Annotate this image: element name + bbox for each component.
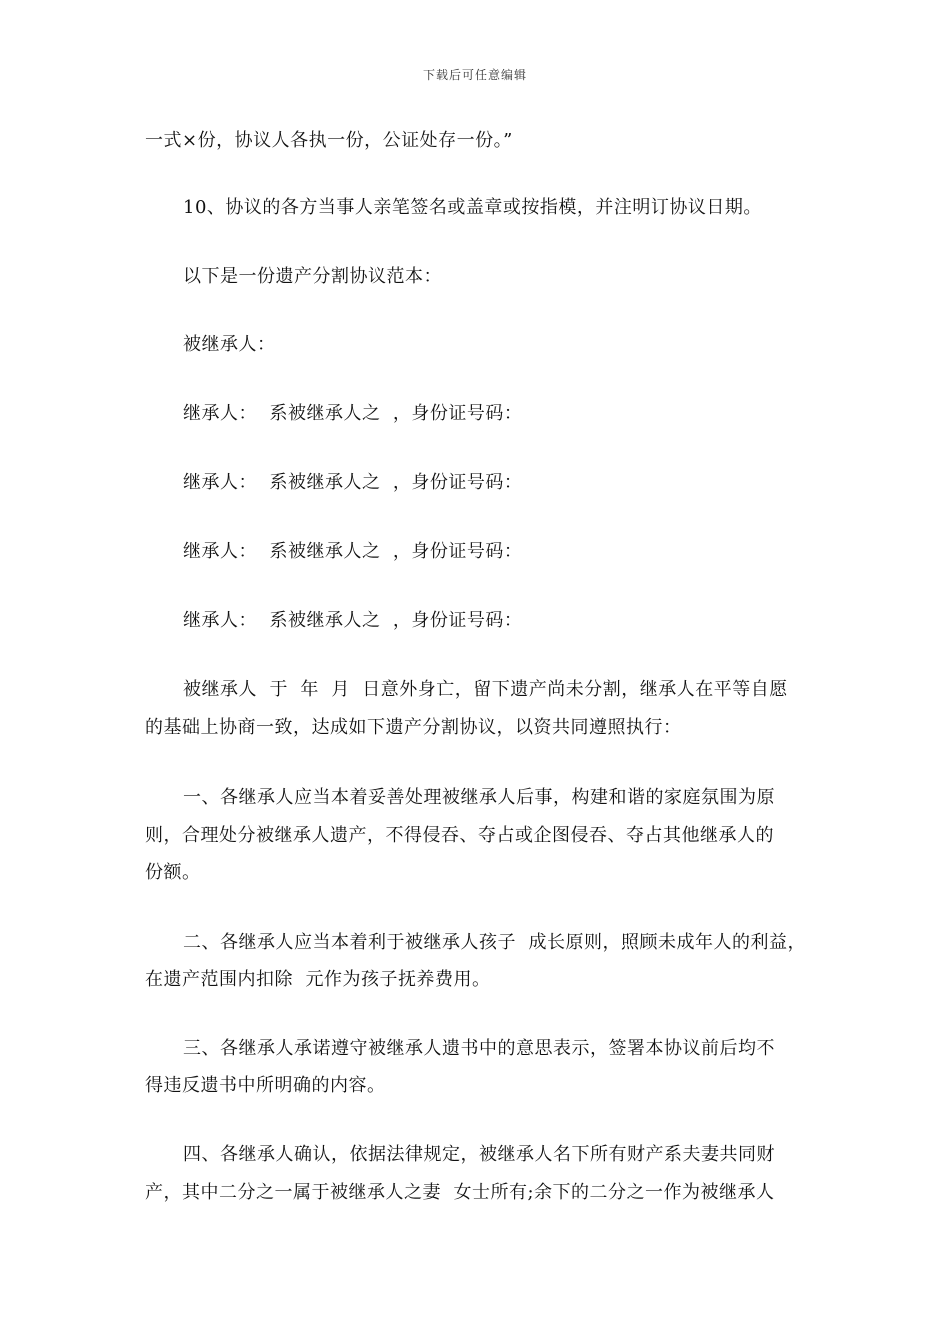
- field-heir-3: 继承人： 系被继承人之 ，身份证号码：: [183, 541, 523, 562]
- paragraph-line: 三、各继承人承诺遵守被继承人遗书中的意思表示，签署本协议前后均不: [183, 1038, 775, 1059]
- paragraph-line: 则，合理处分被继承人遗产，不得侵吞、夺占或企图侵吞、夺占其他继承人的: [145, 825, 774, 846]
- field-decedent: 被继承人：: [183, 334, 276, 355]
- paragraph-line: 四、各继承人确认，依据法律规定，被继承人名下所有财产系夫妻共同财: [183, 1144, 775, 1165]
- paragraph-line: 份额。: [145, 862, 201, 883]
- paragraph-line: 的基础上协商一致，达成如下遗产分割协议，以资共同遵照执行：: [145, 717, 682, 738]
- paragraph-line: 一、各继承人应当本着妥善处理被继承人后事，构建和谐的家庭氛围为原: [183, 787, 775, 808]
- field-heir-2: 继承人： 系被继承人之 ，身份证号码：: [183, 472, 523, 493]
- paragraph-copies-note: 一式×份，协议人各执一份，公证处存一份。”: [145, 130, 513, 151]
- paragraph-clause-10: 10、协议的各方当事人亲笔签名或盖章或按指模，并注明订协议日期。: [183, 197, 762, 218]
- paragraph-line: 被继承人 于 年 月 日意外身亡，留下遗产尚未分割，继承人在平等自愿: [183, 679, 788, 700]
- paragraph-line: 产，其中二分之一属于被继承人之妻 女士所有;余下的二分之一作为被继承人: [145, 1182, 775, 1203]
- paragraph-line: 在遗产范围内扣除 元作为孩子抚养费用。: [145, 969, 491, 990]
- paragraph-line: 二、各继承人应当本着利于被继承人孩子 成长原则，照顾未成年人的利益，: [183, 932, 806, 953]
- field-heir-4: 继承人： 系被继承人之 ，身份证号码：: [183, 610, 523, 631]
- paragraph-line: 得违反遗书中所明确的内容。: [145, 1075, 386, 1096]
- paragraph-sample-intro: 以下是一份遗产分割协议范本：: [183, 266, 442, 287]
- page-header: 下载后可任意编辑: [422, 68, 527, 82]
- field-heir-1: 继承人： 系被继承人之 ，身份证号码：: [183, 403, 523, 424]
